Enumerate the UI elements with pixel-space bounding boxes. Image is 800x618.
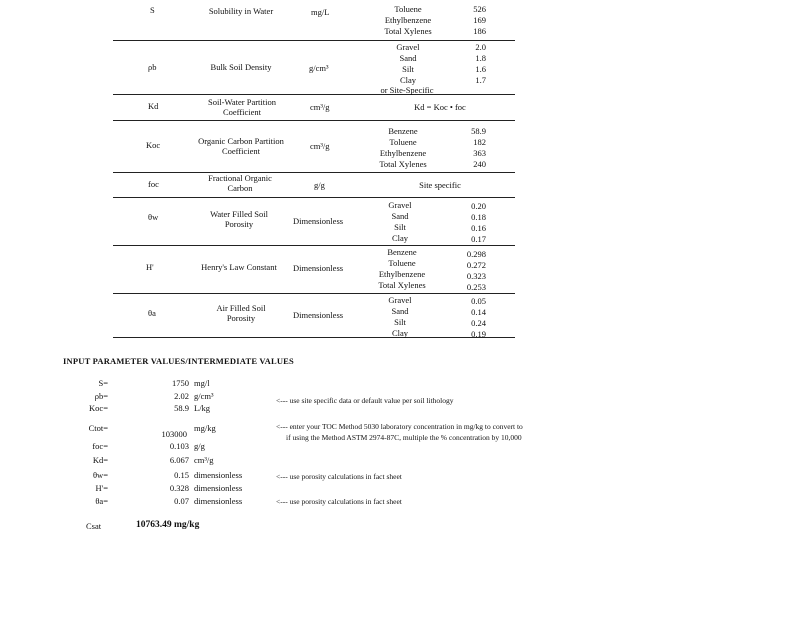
value-number: 2.0 <box>475 42 486 52</box>
param-label: H'= <box>95 483 108 493</box>
value-number: 0.20 <box>471 201 486 211</box>
row-symbol: Koc <box>146 140 161 150</box>
table-rule <box>113 94 515 95</box>
row-symbol: θa <box>148 308 156 318</box>
result-value: 10763.49 mg/kg <box>136 520 200 530</box>
value-label: Clay <box>391 328 409 338</box>
result-label: Csat <box>86 521 102 531</box>
section-title: INPUT PARAMETER VALUES/INTERMEDIATE VALUES <box>63 356 294 366</box>
value-number: 1.8 <box>475 53 486 63</box>
param-unit: g/g <box>194 441 205 451</box>
value-label: Gravel <box>396 42 420 52</box>
row-parameter: Air Filled Soil Porosity <box>216 303 266 323</box>
value-label: Ethylbenzene <box>384 15 432 25</box>
param-value: 0.07 <box>174 496 189 506</box>
value-number: 0.272 <box>466 260 486 270</box>
value-label: or Site-Specific <box>380 85 434 95</box>
row-parameter: Organic Carbon Partition Coefficient <box>198 136 284 156</box>
value-label: Benzene <box>388 126 418 136</box>
value-number: 182 <box>473 137 486 147</box>
row-parameter: Fractional Organic Carbon <box>208 173 272 193</box>
param-label: θw= <box>92 470 108 480</box>
param-unit: dimensionless <box>194 483 243 493</box>
note-text: <--- enter your TOC Method 5030 laboratory concentration in mg/kg to convert to <box>276 422 523 431</box>
row-units: Dimensionless <box>293 310 344 320</box>
row-parameter: Henry's Law Constant <box>201 262 277 272</box>
value-label: Sand <box>391 211 409 221</box>
value-label: Toluene <box>388 258 416 268</box>
table-rule <box>113 197 515 198</box>
param-unit: cm³/g <box>194 455 214 465</box>
param-value: 2.02 <box>174 391 189 401</box>
param-value: 103000 <box>161 429 187 439</box>
note-text: <--- use site specific data or default value per soil lithology <box>276 396 454 405</box>
param-unit: L/kg <box>194 403 211 413</box>
value-label: Sand <box>391 306 409 316</box>
row-formula: Kd = Koc • foc <box>414 102 466 112</box>
row-units: g/cm³ <box>309 63 329 73</box>
value-label: Ethylbenzene <box>379 148 427 158</box>
table-rule <box>113 120 515 121</box>
param-label: Ctot= <box>88 423 108 433</box>
value-label: Toluene <box>394 4 422 14</box>
param-label: Koc= <box>89 403 108 413</box>
value-number: 0.323 <box>466 271 486 281</box>
table-rule <box>113 172 515 173</box>
value-number: 169 <box>473 15 486 25</box>
param-unit: mg/l <box>194 378 210 388</box>
value-number: 0.19 <box>471 329 486 339</box>
value-number: 363 <box>473 148 486 158</box>
row-symbol: H' <box>146 262 154 272</box>
value-label: Clay <box>399 75 417 85</box>
value-number: 0.24 <box>471 318 486 328</box>
value-label: Silt <box>394 317 406 327</box>
param-value: 6.067 <box>169 455 189 465</box>
param-unit: g/cm³ <box>194 391 214 401</box>
value-number: 0.18 <box>471 212 486 222</box>
value-number: 58.9 <box>471 126 486 136</box>
param-value: 0.328 <box>169 483 189 493</box>
row-symbol: ρb <box>148 62 157 72</box>
param-unit: mg/kg <box>194 423 216 433</box>
value-label: Gravel <box>388 295 412 305</box>
value-number: 1.7 <box>475 75 486 85</box>
table-rule <box>113 40 515 41</box>
note-text: <--- use porosity calculations in fact sheet <box>276 497 402 506</box>
value-label: Total Xylenes <box>378 280 426 290</box>
table-rule <box>113 337 515 338</box>
row-units: Dimensionless <box>293 216 344 226</box>
param-unit: dimensionless <box>194 470 243 480</box>
note-text: if using the Method ASTM 2974-87C, multiple the % concentration by 10,000 <box>286 433 522 442</box>
row-parameter: Soil-Water Partition Coefficient <box>207 97 276 117</box>
value-number: 186 <box>473 26 486 36</box>
value-number: 0.298 <box>466 249 486 259</box>
row-symbol: Kd <box>148 101 159 111</box>
row-units: mg/L <box>311 7 330 17</box>
param-label: S= <box>98 378 108 388</box>
row-symbol: S <box>150 5 155 15</box>
value-label: Ethylbenzene <box>378 269 426 279</box>
value-label: Clay <box>391 233 409 243</box>
row-formula: Site specific <box>419 180 461 190</box>
value-number: 0.14 <box>471 307 486 317</box>
value-label: Total Xylenes <box>384 26 432 36</box>
value-label: Total Xylenes <box>379 159 427 169</box>
table-rule <box>113 293 515 294</box>
value-label: Gravel <box>388 200 412 210</box>
value-number: 0.05 <box>471 296 486 306</box>
value-number: 0.17 <box>471 234 486 244</box>
value-label: Sand <box>399 53 417 63</box>
value-number: 1.6 <box>475 64 486 74</box>
note-text: <--- use porosity calculations in fact sheet <box>276 472 402 481</box>
table-rule <box>113 245 515 246</box>
param-label: foc= <box>92 441 108 451</box>
value-number: 526 <box>473 4 486 14</box>
row-units: Dimensionless <box>293 263 344 273</box>
param-unit: dimensionless <box>194 496 243 506</box>
value-number: 0.16 <box>471 223 486 233</box>
row-units: g/g <box>314 180 325 190</box>
param-value: 58.9 <box>174 403 189 413</box>
value-label: Toluene <box>389 137 417 147</box>
param-label: θa= <box>95 496 108 506</box>
param-label: Kd= <box>92 455 108 465</box>
value-number: 240 <box>473 159 486 169</box>
value-label: Silt <box>394 222 406 232</box>
row-units: cm³/g <box>310 141 330 151</box>
param-value: 0.15 <box>174 470 189 480</box>
row-symbol: foc <box>148 179 159 189</box>
param-label: ρb= <box>94 391 108 401</box>
row-parameter: Solubility in Water <box>208 6 274 16</box>
param-value: 0.103 <box>169 441 189 451</box>
row-parameter: Bulk Soil Density <box>210 62 272 72</box>
row-symbol: θw <box>148 212 159 222</box>
value-number: 0.253 <box>466 282 486 292</box>
value-label: Benzene <box>387 247 417 257</box>
value-label: Silt <box>402 64 414 74</box>
row-parameter: Water Filled Soil Porosity <box>210 209 268 229</box>
param-value: 1750 <box>172 378 189 388</box>
row-units: cm³/g <box>310 102 330 112</box>
